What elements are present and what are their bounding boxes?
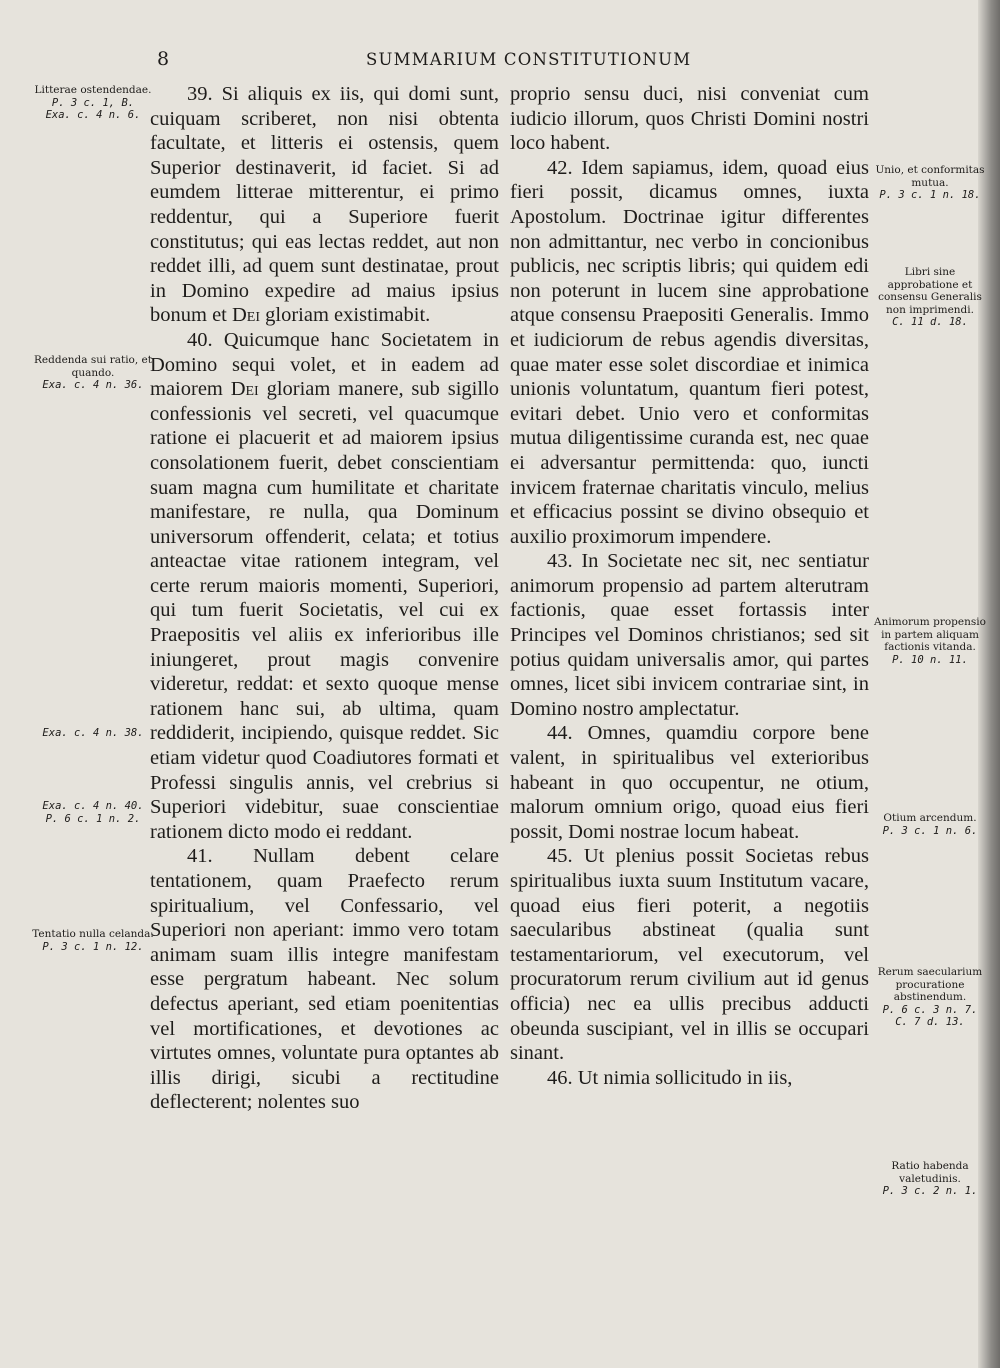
margin-note-reddenda: Reddenda sui ratio, et quando. Exa. c. 4 n. 36. [34,354,152,392]
paragraph-42: 42. Idem sapiamus, idem, quoad eius fieri possit, dicamus omnes, iuxta Apostolum. Doctrinae igitur differentes non admittantur, nec verbo in concionibus publicis, nec scriptis libris; qui quidem edi non poterunt in lucem sine approbatione atque consensu Praepositi Generalis. Immo et iudiciorum de rebus agendis diversitas, quae mater esse solet discordiae et inimica unionis voluntatum, quantum fieri potest, evitari debet. Unio vero et conformitas mutua diligentissime curanda est, nec quae ei adversantur permittenda: quo, iuncti invicem fraternae charitatis vinculo, melius et efficacius possint se divino obsequio et auxilio proximorum impendere. [510,156,869,548]
page-header [0,48,1000,74]
paragraph-39: 39. Si aliquis ex iis, qui domi sunt, cuiquam scriberet, non nisi obtenta facultate, et litteris ei ostensis, quem Superior destinaverit, id faciet. Si ad eumdem litterae mitterentur, ei primo reddentur, qui a Superiore fuerit constitutus; qui eas lectas reddet, aut non reddet illi, ad quem sunt destinatae, prout in Domino expedire ad maius ipsius bonum et Dei gloriam existimabit. [150,83,499,327]
margin-note-litterae: Litterae ostendendae. P. 3 c. 1, B. Exa. c. 4 n. 6. [34,84,152,122]
paragraph-40: 40. Quicumque hanc Societatem in Domino sequi volet, et in eadem ad maiorem Dei gloriam manere, sub sigillo confessionis vel secreti, vel quacumque ratione ei placuerit et ad maiorem ipsius consolationem fuerit, debet conscientiam suam magna cum humilitate et charitate manifestare, re nulla, qua Dominum universorum offenderit, celata; et totius anteactae vitae rationem integram, vel certe rerum maioris momenti, Superiori, qui tum fuerit Societatis, vel cui ex Praepositis vel aliis ex inferioribus ille iniungeret, prout magis convenire videretur, reddat: et sexto quoque mense rationem hanc sui, ab ultima, quam reddiderit, incipiendo, quisque reddet. Sic etiam videtur quod Coadiutores formati et Professi singulis annis, vel crebrius si Superiori videbitur, suae conscientiae rationem dicto modo ei reddant. [150,328,499,843]
page-number: 8 [157,48,170,70]
margin-note-animorum: Animorum propensio in partem aliquam factionis vitanda. P. 10 n. 11. [874,616,986,666]
paragraph-41: 41. Nullam debent celare tentationem, quam Praefecto rerum spiritualium, vel Confessario, vel Superiori non aperiant: immo vero totam animam suam illis integre manifestam esse pergratum habeant. Nec solum defectus aperiant, sed etiam poenitentias vel mortificationes, et devotiones ac virtutes omnes, voluntate pura optantes ab illis dirigi, sicubi a rectitudine deflecterent; nolentes suo [150,845,499,1114]
paragraph-44: 44. Omnes, quamdiu corpore bene valent, in spiritualibus vel exterioribus habeant in quo occupentur, ne otium, malorum omnium origo, quoad eius fieri possit, Domi nostrae locum habeat. [510,722,869,843]
margin-note-ratio: Ratio habenda valetudinis. P. 3 c. 2 n. 1. [882,1160,978,1198]
left-text-column [150,82,499,1115]
paragraph-41-continued: proprio sensu duci, nisi conveniat cum iudicio illorum, quos Christi Domini nostri loco habent. [510,83,869,155]
margin-note-otium: Otium arcendum. P. 3 c. 1 n. 6. [882,812,978,837]
paragraph-43: 43. In Societate nec sit, nec sentiatur animorum propensio ad partem alterutram factionis, quae esset fortassis inter Principes vel Dominos christianos; sed sit potius quidam universalis amor, qui partes omnes, licet sibi invicem contrariae sint, in Domino nostro amplectatur. [510,550,869,720]
right-text-column [510,82,869,1090]
margin-note-libri: Libri sine approbatione et consensu Generalis non imprimendi. C. 11 d. 18. [878,266,982,329]
paragraph-45: 45. Ut plenius possit Societas rebus spiritualibus iuxta suum Institutum vacare, quoad eius fieri poterit, a negotiis saecularibus abstineat (qualia sunt testamentariorum, vel executorum, vel procuratorum rerum civilium aut id genus officia) nec ea ullis precibus adducti obeunda suscipiant, vel in illis se occupari sinant. [510,845,869,1065]
margin-note-tentatio: Tentatio nulla celanda. P. 3 c. 1 n. 12. [32,928,154,953]
margin-note-exa-38: Exa. c. 4 n. 38. [42,727,144,739]
margin-note-rerum: Rerum saecularium procuratione abstinendum. P. 6 c. 3 n. 7. C. 7 d. 13. [877,966,983,1029]
margin-note-unio: Unio, et conformitas mutua. P. 3 c. 1 n. 18. [875,164,985,202]
margin-note-exa-40: Exa. c. 4 n. 40. P. 6 c. 1 n. 2. [42,800,144,825]
running-title: SUMMARIUM CONSTITUTIONUM [366,50,692,69]
paragraph-46: 46. Ut nimia sollicitudo in iis, [547,1066,793,1089]
